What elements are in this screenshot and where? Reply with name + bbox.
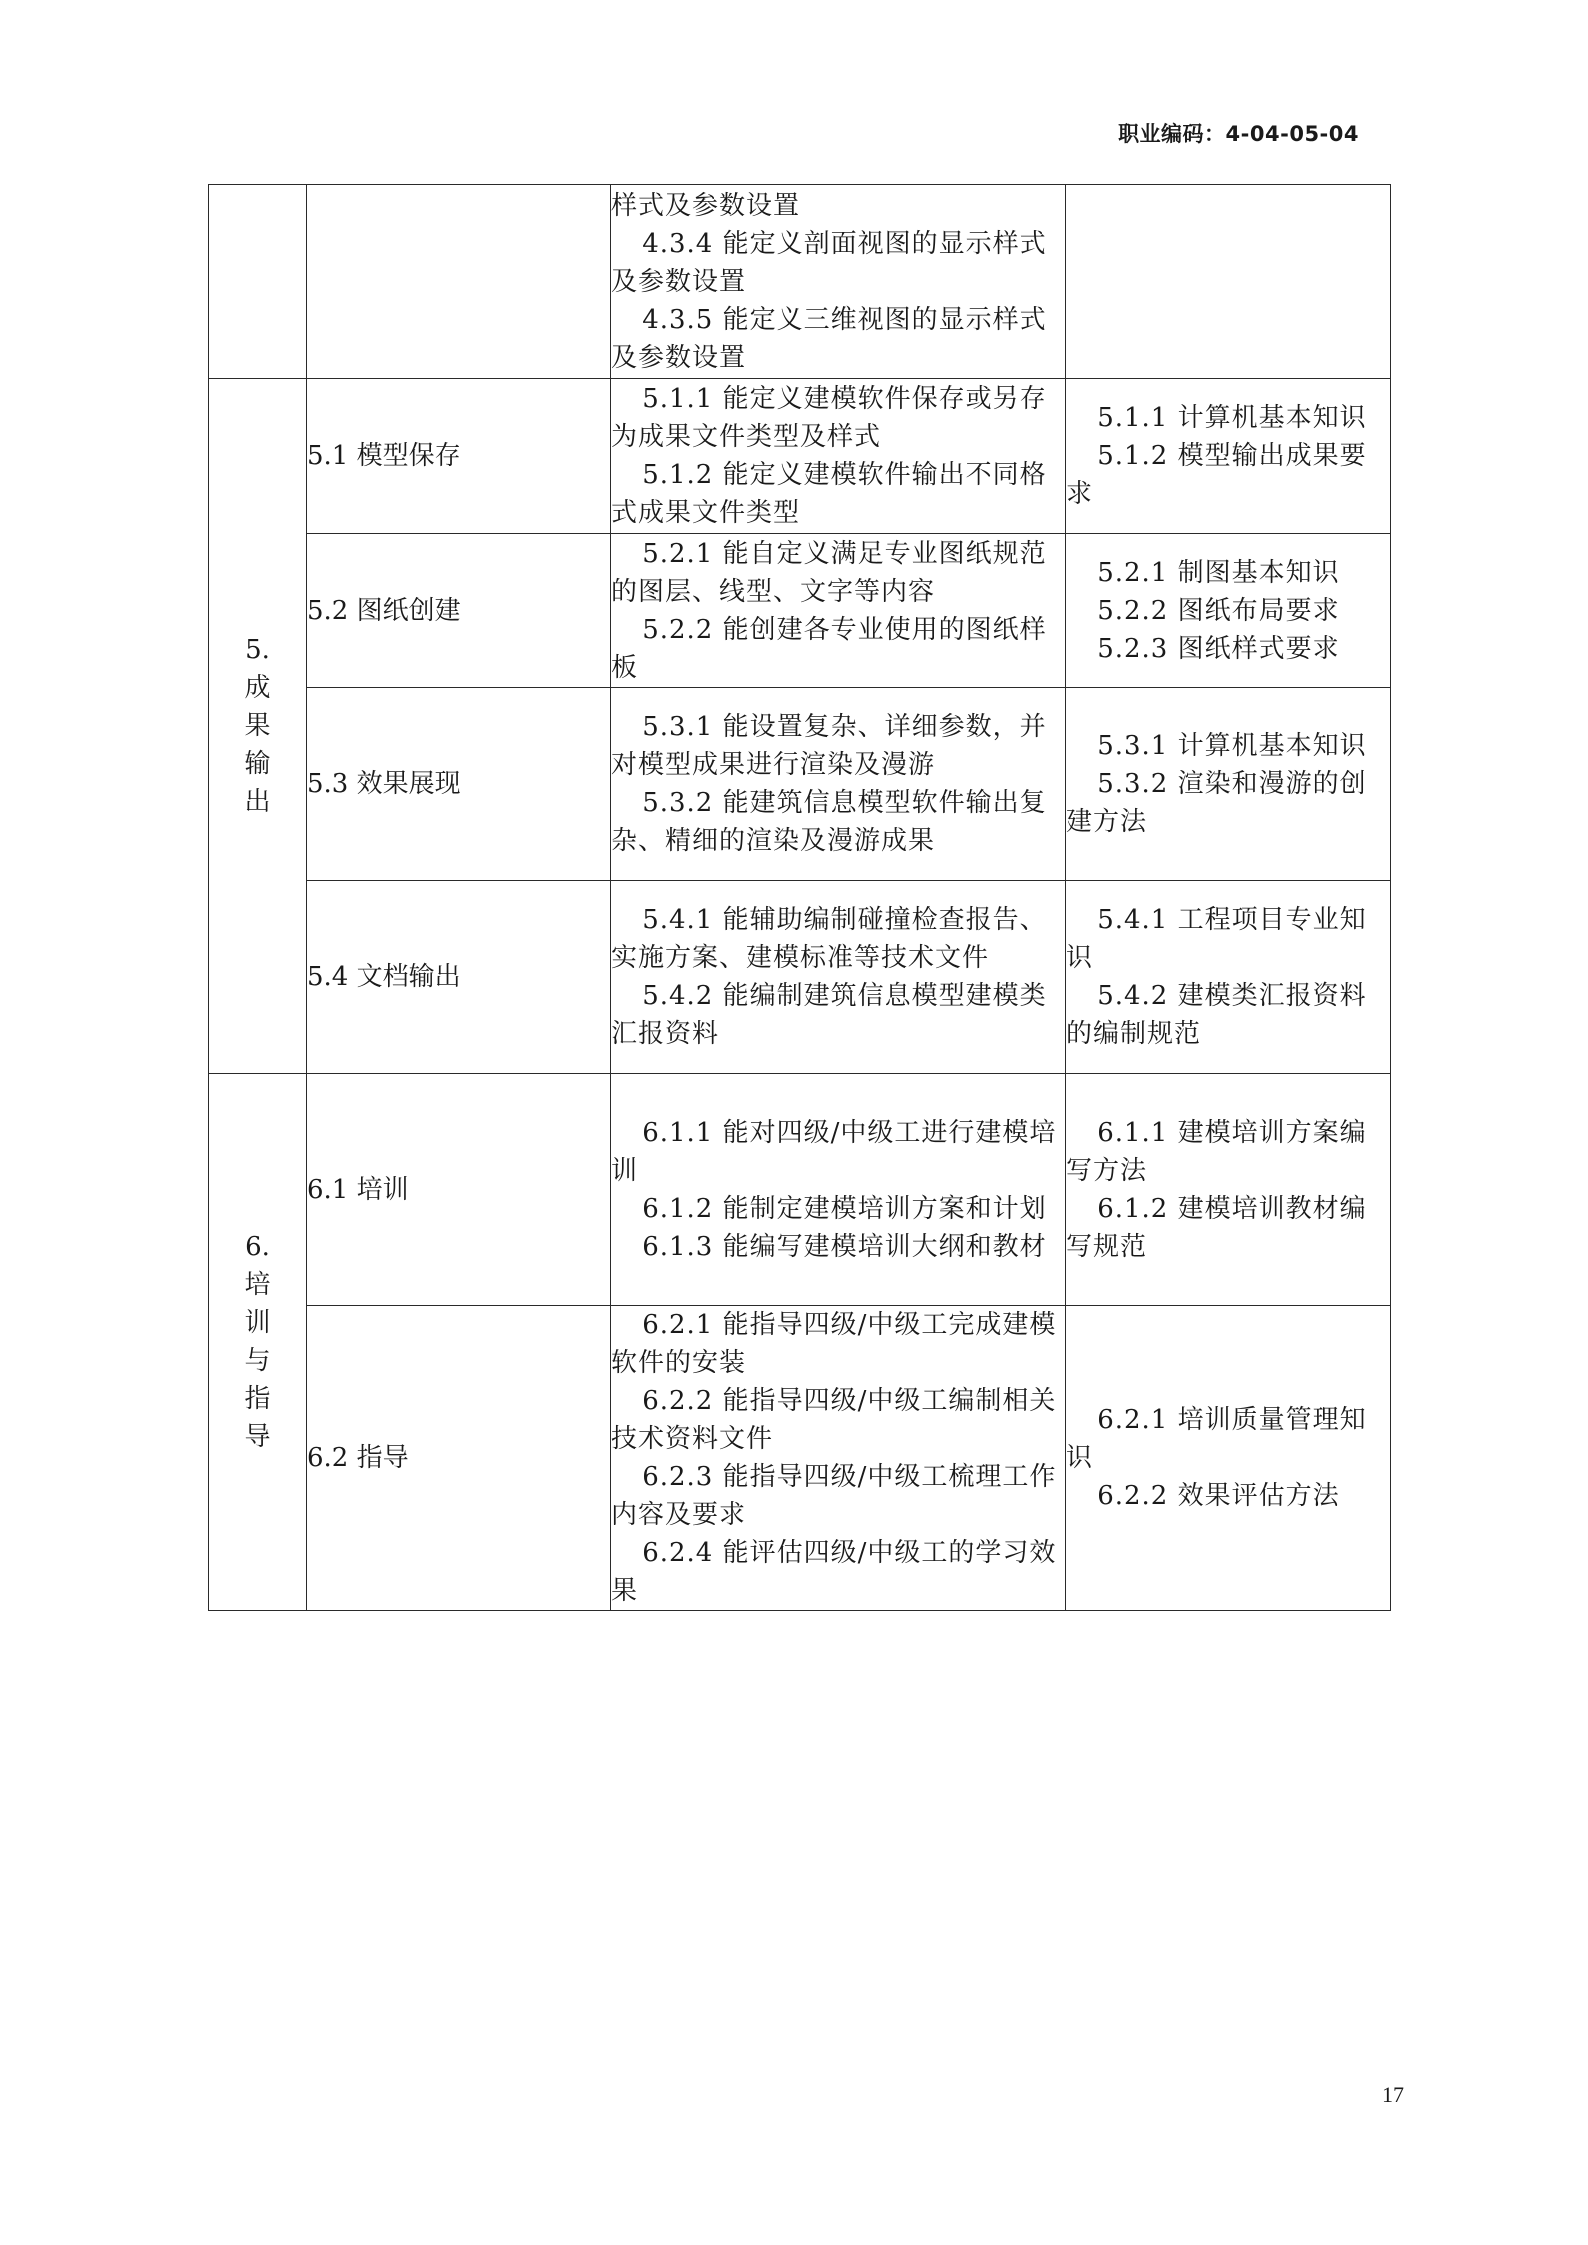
occupation-code: 职业编码：4-04-05-04	[1118, 122, 1359, 146]
knowledge-item: 5.3.1 计算机基本知识	[1097, 731, 1367, 761]
unit-name: 5.2 图纸创建	[307, 534, 611, 688]
unit-name: 5.4 文档输出	[307, 881, 611, 1074]
domain-char: 训	[244, 1308, 271, 1338]
skill-item: 样式及参数设置	[611, 190, 801, 221]
skill-item: 6.1.2 能制定建模培训方案和计划	[642, 1193, 1047, 1224]
skills-cell	[611, 379, 1066, 534]
unit-name: 5.1 模型保存	[307, 379, 611, 534]
skill-item: 6.1.1 能对四级/中级工进行建模培训	[611, 1117, 1057, 1186]
knowledge-cell	[1066, 1306, 1391, 1611]
table-row-continuation	[209, 185, 1391, 379]
domain-char: 出	[244, 787, 271, 817]
knowledge-item: 6.1.1 建模培训方案编写方法	[1066, 1117, 1367, 1186]
skill-item: 5.2.2 能创建各专业使用的图纸样板	[611, 614, 1047, 683]
unit-name: 5.3 效果展现	[307, 688, 611, 881]
skill-item: 5.1.2 能定义建模软件输出不同格式成果文件类型	[611, 460, 1047, 528]
skill-item: 5.4.1 能辅助编制碰撞检查报告、实施方案、建模标准等技术文件	[611, 905, 1047, 973]
domain-char: 指	[244, 1384, 271, 1414]
unit-name: 6.2 指导	[307, 1306, 611, 1611]
knowledge-cell	[1066, 534, 1391, 688]
knowledge-cell	[1066, 1074, 1391, 1306]
knowledge-cell	[1066, 881, 1391, 1074]
skills-cell	[611, 185, 1066, 379]
domain-char: 果	[244, 711, 271, 741]
knowledge-item: 6.1.2 建模培训教材编写规范	[1066, 1193, 1367, 1262]
skills-cell	[611, 688, 1066, 881]
skill-item: 6.2.3 能指导四级/中级工梳理工作内容及要求	[611, 1462, 1057, 1530]
domain-char: 输	[244, 749, 271, 779]
table-row-5-3	[209, 688, 1391, 881]
skill-item: 5.2.1 能自定义满足专业图纸规范的图层、线型、文字等内容	[611, 538, 1047, 607]
knowledge-cell	[1066, 379, 1391, 534]
domain-5-cell	[209, 379, 307, 1074]
table-row-5-4	[209, 881, 1391, 1074]
skill-item: 5.4.2 能编制建筑信息模型建模类汇报资料	[611, 981, 1047, 1049]
domain-number: 6.	[245, 1232, 270, 1262]
table-row-5-2	[209, 534, 1391, 688]
knowledge-item: 5.4.2 建模类汇报资料的编制规范	[1066, 981, 1367, 1049]
skills-cell	[611, 534, 1066, 688]
table-row-6-2	[209, 1306, 1391, 1611]
domain-char: 成	[244, 673, 271, 703]
knowledge-item: 5.2.3 图纸样式要求	[1097, 633, 1340, 664]
domain-number: 5.	[245, 635, 270, 665]
skill-item: 6.2.2 能指导四级/中级工编制相关技术资料文件	[611, 1386, 1057, 1454]
skills-cell	[611, 1074, 1066, 1306]
skill-item: 6.1.3 能编写建模培训大纲和教材	[642, 1231, 1047, 1262]
knowledge-item: 5.1.2 模型输出成果要求	[1066, 441, 1367, 509]
knowledge-item: 6.2.2 效果评估方法	[1097, 1481, 1340, 1511]
domain-char: 与	[244, 1346, 271, 1376]
knowledge-item: 5.4.1 工程项目专业知识	[1066, 905, 1367, 973]
skill-item: 6.2.1 能指导四级/中级工完成建模软件的安装	[611, 1310, 1057, 1378]
domain-char: 培	[244, 1270, 271, 1300]
skill-item: 5.1.1 能定义建模软件保存或另存为成果文件类型及样式	[611, 384, 1047, 452]
page-number: 17	[1382, 2082, 1404, 2107]
knowledge-item: 6.2.1 培训质量管理知识	[1066, 1405, 1367, 1473]
knowledge-item: 5.3.2 渲染和漫游的创建方法	[1066, 769, 1367, 837]
domain-6-cell	[209, 1074, 307, 1611]
skill-item: 5.3.2 能建筑信息模型软件输出复杂、精细的渲染及漫游成果	[611, 788, 1047, 856]
skills-cell	[611, 1306, 1066, 1611]
skill-standard-table	[208, 184, 1391, 1611]
skill-item: 4.3.5 能定义三维视图的显示样式及参数设置	[611, 304, 1047, 373]
unit-cell-empty	[307, 185, 611, 379]
knowledge-cell-empty	[1066, 185, 1391, 379]
domain-cell-empty	[209, 185, 307, 379]
knowledge-item: 5.2.2 图纸布局要求	[1097, 595, 1340, 626]
skill-item: 6.2.4 能评估四级/中级工的学习效果	[611, 1538, 1057, 1606]
knowledge-item: 5.2.1 制图基本知识	[1097, 557, 1340, 588]
table-row-6-1	[209, 1074, 1391, 1306]
table-row-5-1	[209, 379, 1391, 534]
skill-item: 4.3.4 能定义剖面视图的显示样式及参数设置	[611, 228, 1047, 297]
unit-name: 6.1 培训	[307, 1074, 611, 1306]
knowledge-item: 5.1.1 计算机基本知识	[1097, 403, 1367, 433]
skill-item: 5.3.1 能设置复杂、详细参数，并对模型成果进行渲染及漫游	[611, 712, 1047, 780]
skills-cell	[611, 881, 1066, 1074]
domain-char: 导	[244, 1422, 271, 1452]
knowledge-cell	[1066, 688, 1391, 881]
